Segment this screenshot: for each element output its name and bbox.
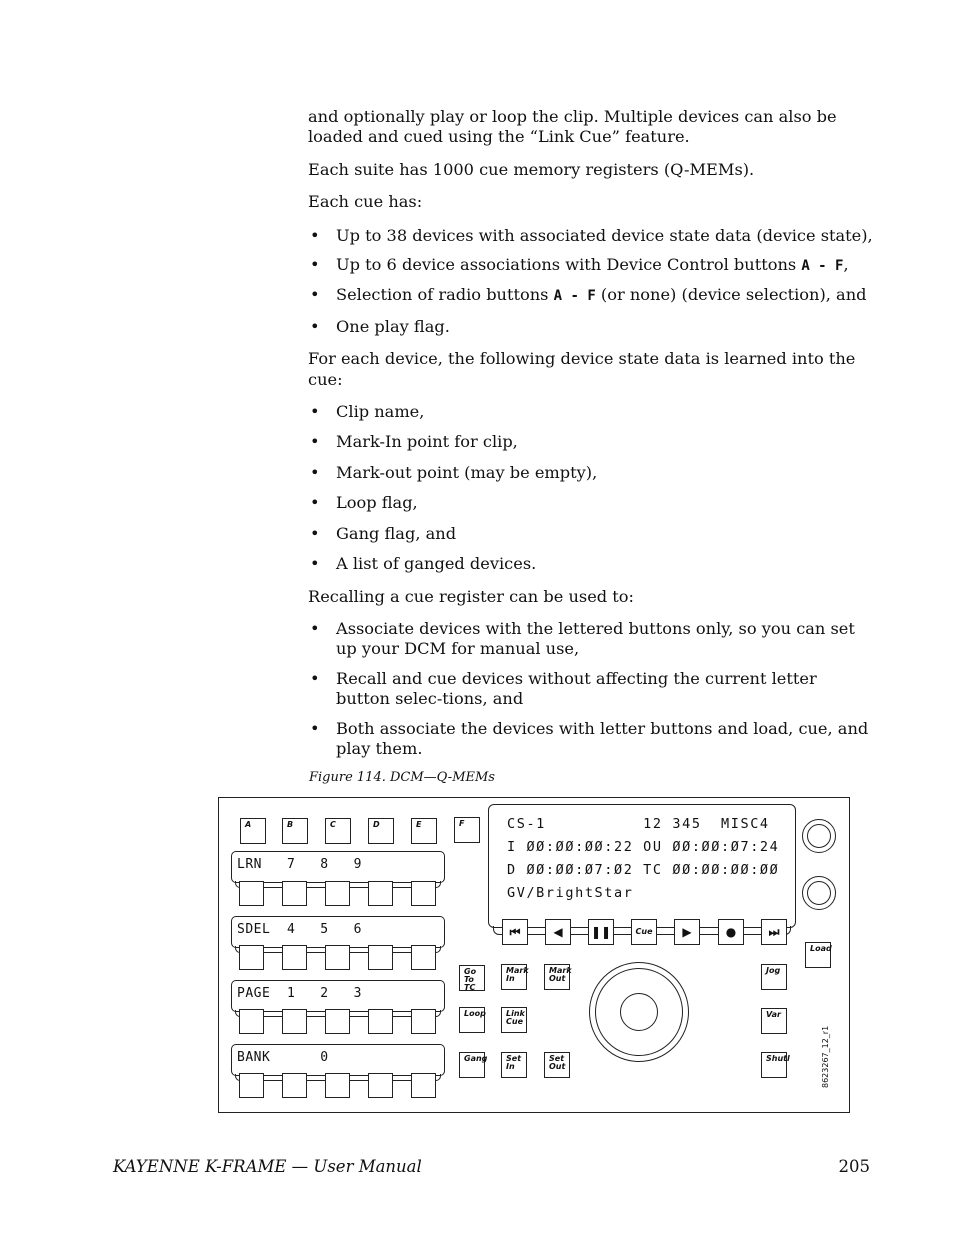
fast-forward-to-end-icon[interactable]: ⏭ — [761, 919, 787, 945]
jog-button[interactable]: Jog — [761, 964, 787, 990]
lcd-display — [488, 804, 796, 928]
soft-key[interactable] — [325, 1073, 350, 1098]
soft-key[interactable] — [411, 1009, 436, 1034]
set-in-button[interactable]: Set In — [501, 1052, 527, 1078]
soft-key[interactable] — [325, 881, 350, 906]
set-out-button[interactable]: Set Out — [544, 1052, 570, 1078]
list-item: • Mark-In point for clip, — [308, 432, 873, 452]
dcm-panel — [218, 797, 850, 1113]
device-button-f[interactable]: F — [454, 817, 480, 843]
knob[interactable] — [802, 876, 836, 910]
soft-key[interactable] — [282, 1073, 307, 1098]
footer-title: KAYENNE K-FRAME — User Manual — [113, 1157, 422, 1176]
device-button-b[interactable]: B — [282, 818, 308, 844]
soft-key[interactable] — [239, 881, 264, 906]
soft-key[interactable] — [239, 1009, 264, 1034]
soft-key[interactable] — [411, 945, 436, 970]
record-icon[interactable]: ● — [718, 919, 744, 945]
list-item: • A list of ganged devices. — [308, 554, 873, 574]
loop-button[interactable]: Loop — [459, 1007, 485, 1033]
lcd-line: CS-1 12 345 MISC4 — [507, 816, 770, 832]
soft-key[interactable] — [411, 881, 436, 906]
row-display-sdel: SDEL 4 5 6 — [231, 916, 445, 948]
device-button-d[interactable]: D — [368, 818, 394, 844]
mark-in-button[interactable]: Mark In — [501, 964, 527, 990]
rewind-to-start-icon[interactable]: ⏮ — [502, 919, 528, 945]
paragraph: For each device, the following device state data is learned into the cue: — [308, 349, 856, 389]
lcd-line: I ØØ:ØØ:ØØ:22 OU ØØ:ØØ:Ø7:24 — [507, 839, 780, 855]
list-item: • Up to 38 devices with associated device state data (device state), — [308, 226, 873, 246]
shutl-button[interactable]: Shutl — [761, 1052, 787, 1078]
soft-key[interactable] — [282, 881, 307, 906]
lcd-line: D ØØ:ØØ:Ø7:Ø2 TC ØØ:ØØ:ØØ:ØØ — [507, 862, 780, 878]
paragraph: Recalling a cue register can be used to: — [308, 586, 634, 606]
soft-key[interactable] — [239, 1073, 264, 1098]
soft-key[interactable] — [368, 945, 393, 970]
gang-button[interactable]: Gang — [459, 1052, 485, 1078]
load-button[interactable]: Load — [805, 942, 831, 968]
device-button-a[interactable]: A — [240, 818, 266, 844]
soft-key[interactable] — [282, 945, 307, 970]
list-item: • Recall and cue devices without affecting the current letter button selec-tions, and — [308, 669, 873, 710]
list-item: • Clip name, — [308, 402, 873, 422]
figure-caption: Figure 114. DCM—Q-MEMs — [309, 770, 495, 785]
paragraph: and optionally play or loop the clip. Multiple devices can also be loaded and cued using the “Link Cue” feature. — [308, 107, 837, 147]
soft-key[interactable] — [411, 1073, 436, 1098]
play-icon[interactable]: ▶ — [674, 919, 700, 945]
device-button-e[interactable]: E — [411, 818, 437, 844]
go-to-tc-button[interactable]: Go To TC — [459, 965, 485, 991]
list-item: • Selection of radio buttons A - F (or none) (device selection), and — [308, 285, 873, 306]
row-display-lrn: LRN 7 8 9 — [231, 851, 445, 883]
mark-out-button[interactable]: Mark Out — [544, 964, 570, 990]
list-item: • Associate devices with the lettered buttons only, so you can set up your DCM for manual use, — [308, 619, 873, 660]
page-number: 205 — [838, 1157, 870, 1176]
cue-button[interactable]: Cue — [631, 919, 657, 945]
soft-key[interactable] — [282, 1009, 307, 1034]
soft-key[interactable] — [368, 881, 393, 906]
row-display-bank: BANK 0 — [231, 1044, 445, 1076]
figure-id: 8623267_12_r1 — [821, 1025, 830, 1088]
paragraph: Each suite has 1000 cue memory registers (Q-MEMs). — [308, 159, 755, 179]
list-item: • Loop flag, — [308, 493, 873, 513]
var-button[interactable]: Var — [761, 1008, 787, 1034]
list-item: • Both associate the devices with letter buttons and load, cue, and play them. — [308, 719, 873, 760]
jog-wheel[interactable] — [589, 962, 689, 1062]
pause-icon[interactable]: ❚❚ — [588, 919, 614, 945]
link-cue-button[interactable]: Link Cue — [501, 1007, 527, 1033]
knob[interactable] — [802, 819, 836, 853]
soft-key[interactable] — [368, 1073, 393, 1098]
row-display-page: PAGE 1 2 3 — [231, 980, 445, 1012]
list-item: • One play flag. — [308, 317, 873, 337]
list-item: • Mark-out point (may be empty), — [308, 463, 873, 483]
soft-key[interactable] — [325, 945, 350, 970]
device-button-c[interactable]: C — [325, 818, 351, 844]
soft-key[interactable] — [325, 1009, 350, 1034]
body-text — [308, 107, 873, 759]
reverse-play-icon[interactable]: ◀ — [545, 919, 571, 945]
soft-key[interactable] — [239, 945, 264, 970]
soft-key[interactable] — [368, 1009, 393, 1034]
list-item: • Gang flag, and — [308, 524, 873, 544]
paragraph: Each cue has: — [308, 192, 423, 212]
list-item: • Up to 6 device associations with Device Control buttons A - F, — [308, 255, 873, 276]
lcd-line: GV/BrightStar — [507, 885, 634, 901]
